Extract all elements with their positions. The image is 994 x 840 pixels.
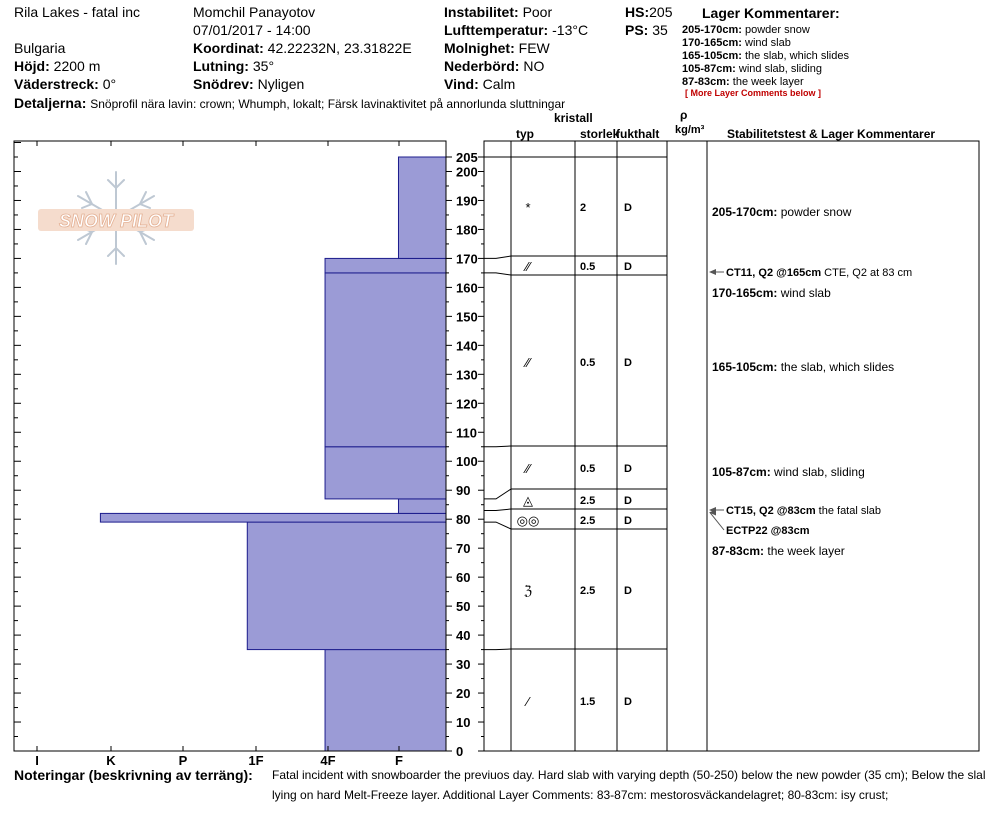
grain-type-symbol: ⁄⁄ xyxy=(525,259,531,274)
moisture-value: D xyxy=(624,515,632,527)
notes-label: Noteringar (beskrivning av terräng): xyxy=(14,767,253,783)
y-tick-label: 0 xyxy=(456,744,464,759)
aspect-value: 0° xyxy=(102,76,117,92)
layer-comment-entry: 87-83cm: the week layer xyxy=(712,544,845,558)
grain-size-value: 2.5 xyxy=(580,585,596,597)
layer-connector xyxy=(484,273,511,275)
hardness-tick-label: I xyxy=(35,753,39,768)
instab-value: Poor xyxy=(522,4,553,20)
airtemp-value: -13°C xyxy=(552,22,589,38)
y-tick-label: 10 xyxy=(456,715,471,731)
grain-type-symbol: ⁄⁄ xyxy=(525,355,531,370)
grain-size-value: 1.5 xyxy=(580,696,596,708)
hardness-bars xyxy=(100,157,446,751)
notes-line1: Fatal incident with snowboarder the previuos day. Hard slab with varying depth (50-250) below the new powder (35 cm); Below the slal xyxy=(272,768,986,782)
precip-value: NO xyxy=(523,58,545,74)
y-tick-label: 40 xyxy=(456,628,471,644)
grain-type-symbol: ◎◎ xyxy=(516,513,540,528)
layer-comment: 165-105cm: the slab, which slides xyxy=(682,50,849,62)
y-tick-label: 160 xyxy=(456,280,478,296)
hardness-tick-label: 4F xyxy=(320,753,336,768)
datetime: 07/01/2017 - 14:00 xyxy=(193,22,311,38)
snowpilot-logo xyxy=(38,172,194,264)
drift-value: Nyligen xyxy=(257,76,305,92)
notes-line2: lying on hard Melt-Freeze layer. Additional Layer Comments: 83-87cm: mestorosväckandelagret; 80-83cm: isy crust; xyxy=(272,788,889,802)
y-tick-label: 100 xyxy=(456,454,478,470)
layer-table xyxy=(484,141,707,751)
grain-size-value: 0.5 xyxy=(580,463,596,475)
y-tick-label: 170 xyxy=(456,251,478,267)
grain-type-symbol: ℨ xyxy=(523,583,533,598)
observer: Momchil Panayotov xyxy=(193,4,316,20)
y-tick-label: 50 xyxy=(456,599,471,615)
stability-column xyxy=(707,141,979,751)
hardness-tick-label: K xyxy=(106,753,116,768)
moisture-value: D xyxy=(624,357,632,369)
hardness-tick-label: P xyxy=(178,753,188,768)
grain-size-value: 2 xyxy=(580,202,587,214)
layer-comment: 105-87cm: wind slab, sliding xyxy=(682,63,823,75)
coord-value: 42.22232N, 23.31822E xyxy=(267,40,412,56)
hardness-bar xyxy=(325,273,446,447)
logo-text: SNOW PILOT xyxy=(59,211,173,231)
depth-scale xyxy=(446,141,484,759)
layer-connector xyxy=(484,446,511,447)
hs-value: 205 xyxy=(649,4,673,20)
wind-label: Vind: xyxy=(444,76,479,92)
airtemp-label: Lufttemperatur: xyxy=(444,22,549,38)
moisture-value: D xyxy=(624,585,632,597)
layer-connector xyxy=(484,522,511,529)
grain-type-symbol: ⁄⁄ xyxy=(525,461,531,476)
layer-connector xyxy=(484,509,511,511)
moisture-value: D xyxy=(624,495,632,507)
elevation-label: Höjd: xyxy=(14,58,50,74)
y-tick-label: 30 xyxy=(456,657,471,673)
grain-size-value: 2.5 xyxy=(580,515,596,527)
y-tick-label: 140 xyxy=(456,338,478,354)
country: Bulgaria xyxy=(14,40,66,56)
y-tick-label: 70 xyxy=(456,541,471,557)
y-tick-label: 180 xyxy=(456,222,478,238)
drift-label: Snödrev: xyxy=(193,76,254,92)
grain-size-value: 0.5 xyxy=(580,261,596,273)
moisture-value: D xyxy=(624,202,632,214)
hardness-bar xyxy=(398,157,446,258)
grain-type-symbol: ⁄ xyxy=(526,694,530,709)
y-tick-label: 120 xyxy=(456,396,478,412)
stability-arrow xyxy=(710,513,724,530)
y-tick-label: 90 xyxy=(456,483,471,499)
hardness-bar xyxy=(325,650,446,751)
y-tick-label: 190 xyxy=(456,193,478,209)
y-tick-label: 200 xyxy=(456,164,478,180)
moisture-value: D xyxy=(624,696,632,708)
hardness-bar xyxy=(325,258,446,272)
hardness-bar xyxy=(325,447,446,499)
cloud-label: Molnighet: xyxy=(444,40,515,56)
y-tick-label: 205 xyxy=(456,150,478,165)
hardness-bar xyxy=(100,513,446,522)
grain-type-symbol: * xyxy=(525,200,531,215)
moisture-value: D xyxy=(624,463,632,475)
y-tick-label: 20 xyxy=(456,686,471,702)
col-fukthalt: fukthalt xyxy=(616,127,660,141)
stability-arrow-head xyxy=(709,269,716,275)
y-tick-label: 80 xyxy=(456,512,471,528)
location-title: Rila Lakes - fatal inc xyxy=(14,4,141,20)
hs-label: HS: xyxy=(625,4,650,20)
col-rho: ρ xyxy=(680,108,688,122)
hardness-bar xyxy=(398,499,446,513)
hardness-tick-label: F xyxy=(395,753,403,768)
layer-comment-entry: 165-105cm: the slab, which slides xyxy=(712,360,895,374)
slope-label: Lutning: xyxy=(193,58,249,74)
grain-size-value: 2.5 xyxy=(580,495,596,507)
y-tick-label: 60 xyxy=(456,570,471,586)
details-label: Detaljerna: xyxy=(14,95,87,111)
layer-comment-entry: 170-165cm: wind slab xyxy=(712,286,831,300)
layer-comments-title: Lager Kommentarer: xyxy=(702,5,840,21)
layer-connector xyxy=(484,256,511,258)
slope-value: 35° xyxy=(252,58,275,74)
y-tick-label: 130 xyxy=(456,367,478,383)
instab-label: Instabilitet: xyxy=(444,4,519,20)
more-comments-link[interactable]: [ More Layer Comments below ] xyxy=(685,88,822,98)
col-typ: typ xyxy=(516,127,534,141)
coord-label: Koordinat: xyxy=(193,40,264,56)
details-value: Snöprofil nära lavin: crown; Whumph, lokalt; Färsk lavinaktivitet på annorlunda sluttningar xyxy=(90,97,566,111)
layer-comment-entry: 105-87cm: wind slab, sliding xyxy=(712,465,865,479)
stability-test-label: CT11, Q2 @165cm CTE, Q2 at 83 cm xyxy=(726,267,913,279)
layer-comment: 170-165cm: wind slab xyxy=(682,37,791,49)
hardness-tick-label: 1F xyxy=(248,753,264,768)
moisture-value: D xyxy=(624,261,632,273)
grain-size-value: 0.5 xyxy=(580,357,596,369)
layer-comment: 205-170cm: powder snow xyxy=(682,24,810,36)
stability-test-label: CT15, Q2 @83cm the fatal slab xyxy=(726,505,882,517)
cloud-value: FEW xyxy=(518,40,550,56)
col-storlek: storlek xyxy=(580,127,620,141)
aspect-label: Väderstreck: xyxy=(14,76,99,92)
stability-test-label: ECTP22 @83cm xyxy=(726,525,810,537)
layer-connector xyxy=(484,649,511,650)
stability-border xyxy=(707,141,979,751)
ps-value: 35 xyxy=(652,22,668,38)
layer-connector xyxy=(484,489,511,499)
col-density-unit: kg/m³ xyxy=(675,124,705,136)
ps-label: PS: xyxy=(625,22,649,38)
layer-comment-entry: 205-170cm: powder snow xyxy=(712,205,852,219)
col-stability: Stabilitetstest & Lager Kommentarer xyxy=(727,127,936,141)
grain-type-symbol: ◬ xyxy=(523,493,533,508)
y-tick-label: 110 xyxy=(456,425,477,441)
hardness-bar xyxy=(247,522,446,649)
y-tick-label: 150 xyxy=(456,309,478,325)
layer-comment: 87-83cm: the week layer xyxy=(682,76,804,88)
elevation-value: 2200 m xyxy=(53,58,101,74)
col-kristall: kristall xyxy=(554,111,593,125)
precip-label: Nederbörd: xyxy=(444,58,520,74)
wind-value: Calm xyxy=(482,76,516,92)
